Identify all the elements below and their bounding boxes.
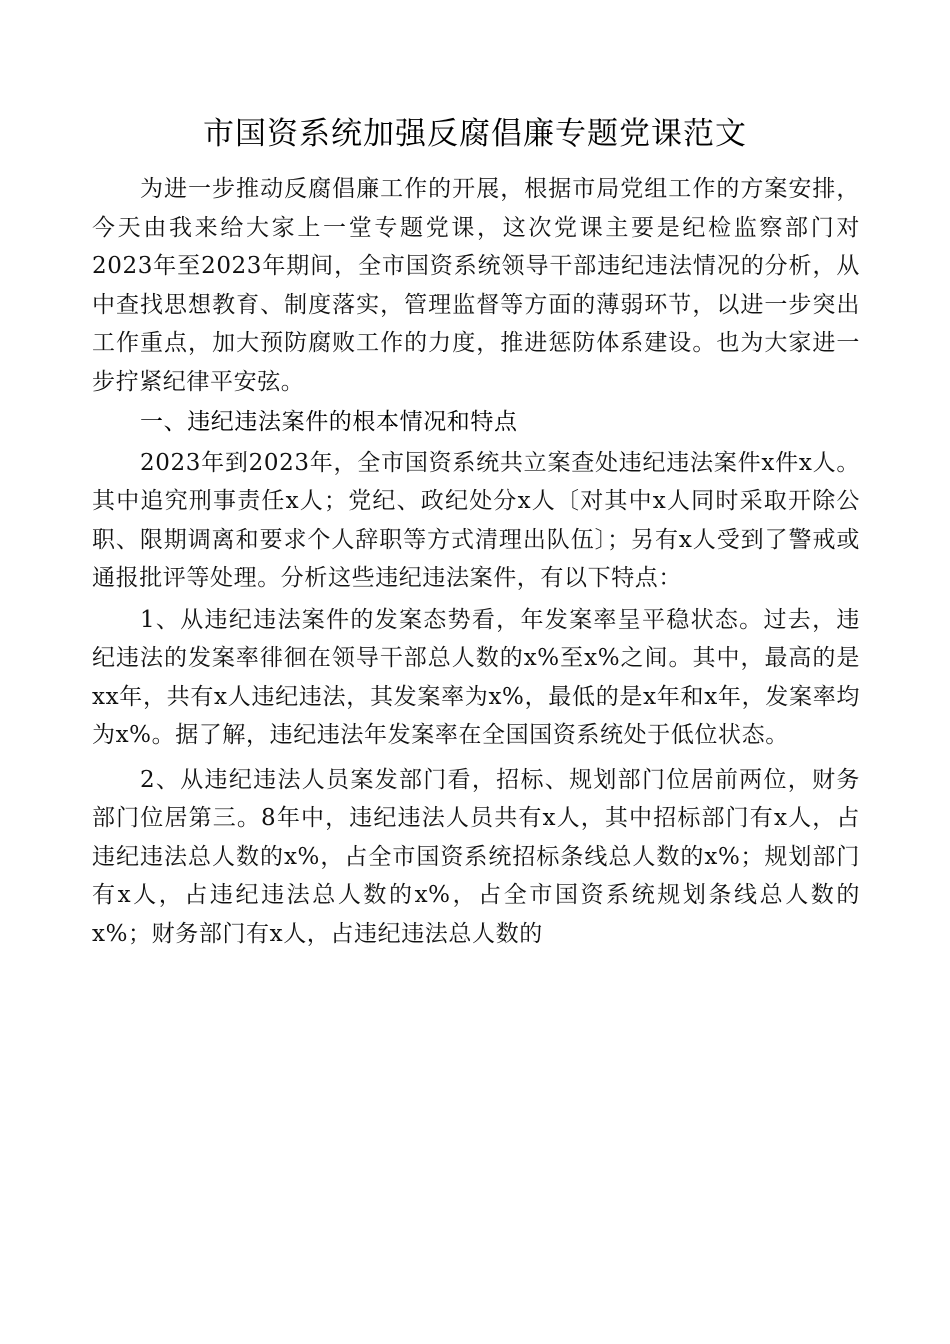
section-paragraph: 2023年到2023年，全市国资系统共立案查处违纪违法案件x件x人。其中追究刑事责任x人；党纪、政纪处分x人〔对其中x人同时采取开除公职、限期调离和要求个人辞职等方式清理出队伍〕；另有x人受到了警戒或通报批评等处理。分析这些违纪违法案件，有以下特点： — [92, 449, 860, 591]
intro-paragraph: 为进一步推动反腐倡廉工作的开展，根据市局党组工作的方案安排，今天由我来给大家上一堂专题党课，这次党课主要是纪检监察部门对2023年至2023年期间，全市国资系统领导干部违纪违法情况的分析，从中查找思想教育、制度落实，管理监督等方面的薄弱环节，以进一步突出工作重点，加大预防腐败工作的力度，推进惩防体系建设。也为大家进一步拧紧纪律平安弦。 — [92, 176, 860, 395]
point-2-paragraph: 2、从违纪违法人员案发部门看，招标、规划部门位居前两位，财务部门位居第三。8年中，违纪违法人员共有x人，其中招标部门有x人，占违纪违法总人数的x%，占全市国资系统招标条线总人数的x%；规划部门有x人，占违纪违法总人数的x%，占全市国资系统规划条线总人数的x%；财务部门有x人，占违纪违法总人数的 — [92, 766, 860, 947]
document-body — [92, 170, 860, 953]
section-heading: 一、违纪违法案件的根本情况和特点 — [140, 409, 518, 435]
point-1-paragraph: 1、从违纪违法案件的发案态势看，年发案率呈平稳状态。过去，违纪违法的发案率徘徊在领导干部总人数的x%至x%之间。其中，最高的是xx年，共有x人违纪违法，其发案率为x%，最低的是x年和x年，发案率均为x%。据了解，违纪违法年发案率在全国国资系统处于低位状态。 — [92, 606, 860, 748]
document-title: 市国资系统加强反腐倡廉专题党课范文 — [203, 116, 747, 152]
